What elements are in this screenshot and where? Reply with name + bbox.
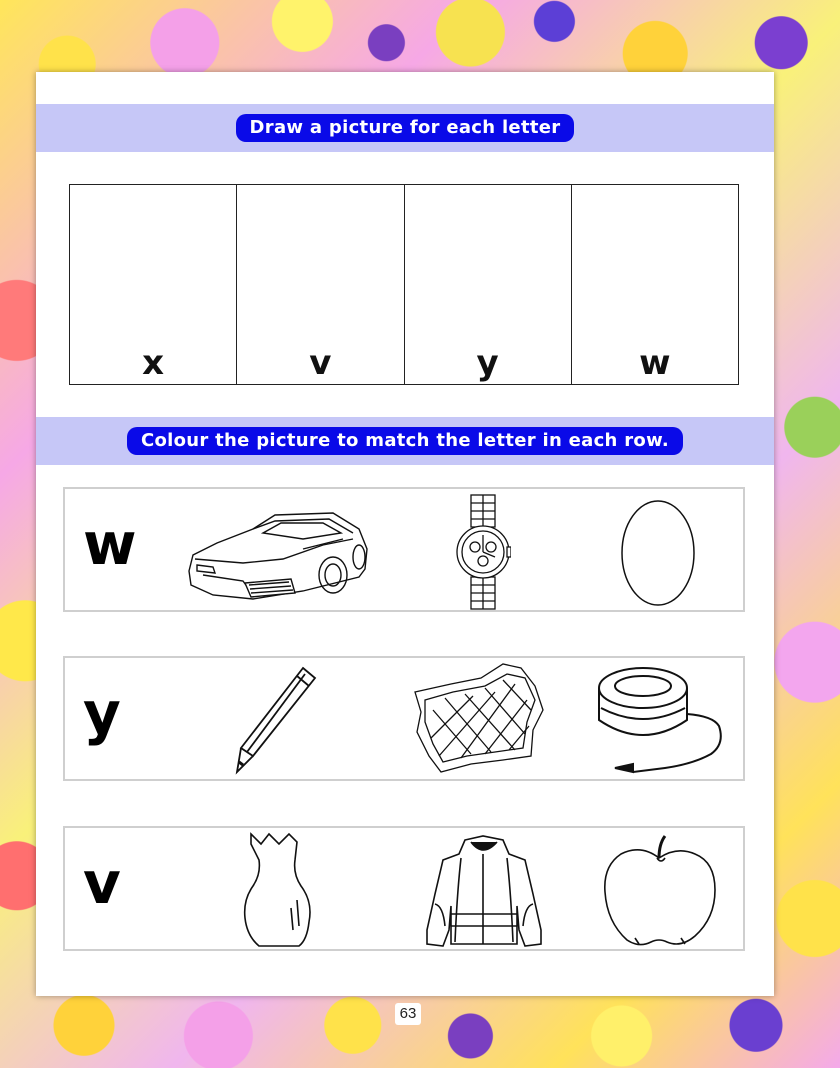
page-number: 63 [395,1003,421,1025]
row-letter: v [83,849,121,917]
draw-box-v[interactable] [237,185,404,384]
jacket-icon[interactable] [421,834,547,950]
draw-box-y[interactable] [405,185,572,384]
car-icon[interactable] [183,499,373,603]
draw-letter: y [476,343,499,383]
colour-row-v [63,826,745,951]
draw-box-x[interactable] [70,185,237,384]
row-letter: w [83,510,137,578]
colour-row-w [63,487,745,612]
section1-band [36,104,774,152]
section1-heading: Draw a picture for each letter [236,114,575,142]
draw-letter: w [639,343,671,383]
draw-grid [69,184,739,385]
draw-box-w[interactable] [572,185,738,384]
oval-icon[interactable] [620,499,700,607]
draw-letter: x [142,343,165,383]
section2-band [36,417,774,465]
section2-heading: Colour the picture to match the letter in each row. [127,427,683,455]
draw-letter: v [309,343,332,383]
row-letter: y [83,679,121,747]
apple-icon[interactable] [601,834,719,950]
vase-icon[interactable] [237,830,317,950]
watch-icon[interactable] [455,493,511,611]
colour-row-y [63,656,745,781]
yoyo-icon[interactable] [593,664,733,776]
scarf-icon[interactable] [411,660,547,776]
worksheet-page [36,72,774,996]
pencil-icon[interactable] [233,664,319,776]
